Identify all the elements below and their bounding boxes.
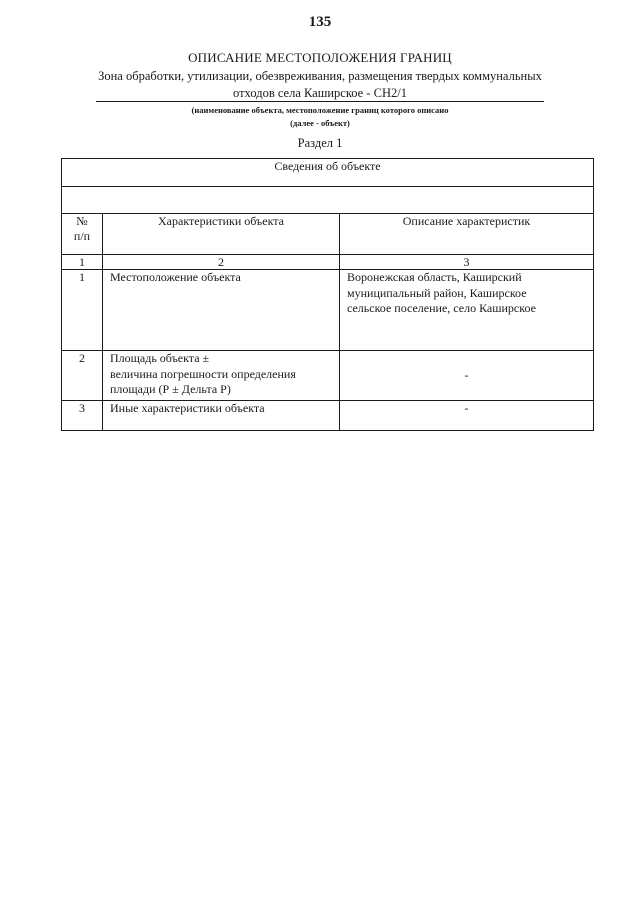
section-title: Раздел 1: [297, 136, 343, 150]
header-number-line-1: №: [76, 214, 88, 228]
page-number: 135: [308, 14, 332, 30]
header-description: Описание характеристик: [340, 214, 594, 255]
row-description: [340, 270, 594, 351]
row-description-line: муниципальный район, Каширское: [347, 285, 527, 300]
object-name-underline: [96, 101, 544, 102]
table-caption-row: [62, 159, 594, 187]
table-blank-cell: [62, 187, 594, 214]
row-description-line: Воронежская область, Каширский: [347, 270, 522, 284]
object-name-line-1: Зона обработки, утилизации, обезвреживания, размещения твердых коммунальных: [98, 69, 542, 83]
table-row: [62, 270, 594, 351]
column-index: 2: [103, 255, 340, 270]
table-row: [62, 351, 594, 401]
table-row: [62, 401, 594, 431]
row-description-line: сельское поселение, село Каширское: [347, 301, 536, 315]
object-name-caption: [0, 104, 640, 130]
object-info-table: [61, 158, 594, 431]
header-number: [62, 214, 103, 255]
row-characteristic-line: величина погрешности определения: [110, 366, 296, 381]
column-index: 3: [340, 255, 594, 270]
row-number: 2: [62, 351, 103, 401]
table-header-row: [62, 214, 594, 255]
header-number-line-2: п/п: [73, 229, 91, 243]
object-name-caption-line-2: (далее - объект): [290, 118, 350, 128]
object-name-caption-line-1: (наименование объекта, местоположение границ которого описано: [191, 105, 449, 115]
row-characteristic-line: Площадь объекта ±: [110, 351, 210, 365]
object-name: [92, 68, 548, 102]
table-caption: Сведения об объекте: [62, 159, 594, 187]
table-column-index-row: [62, 255, 594, 270]
row-characteristic: [103, 351, 340, 401]
row-number: 3: [62, 401, 103, 431]
table-blank-row: [62, 187, 594, 214]
header-characteristic: Характеристики объекта: [103, 214, 340, 255]
document-title: ОПИСАНИЕ МЕСТОПОЛОЖЕНИЯ ГРАНИЦ: [188, 50, 452, 65]
row-characteristic-line: площади (Р ± Дельта Р): [110, 382, 231, 396]
column-index: 1: [62, 255, 103, 270]
row-description: -: [340, 401, 594, 431]
row-description: -: [340, 351, 594, 401]
object-name-line-2: отходов села Каширское - СН2/1: [233, 86, 407, 100]
row-characteristic: Местоположение объекта: [103, 270, 340, 351]
row-characteristic: Иные характеристики объекта: [103, 401, 340, 431]
row-number: 1: [62, 270, 103, 351]
